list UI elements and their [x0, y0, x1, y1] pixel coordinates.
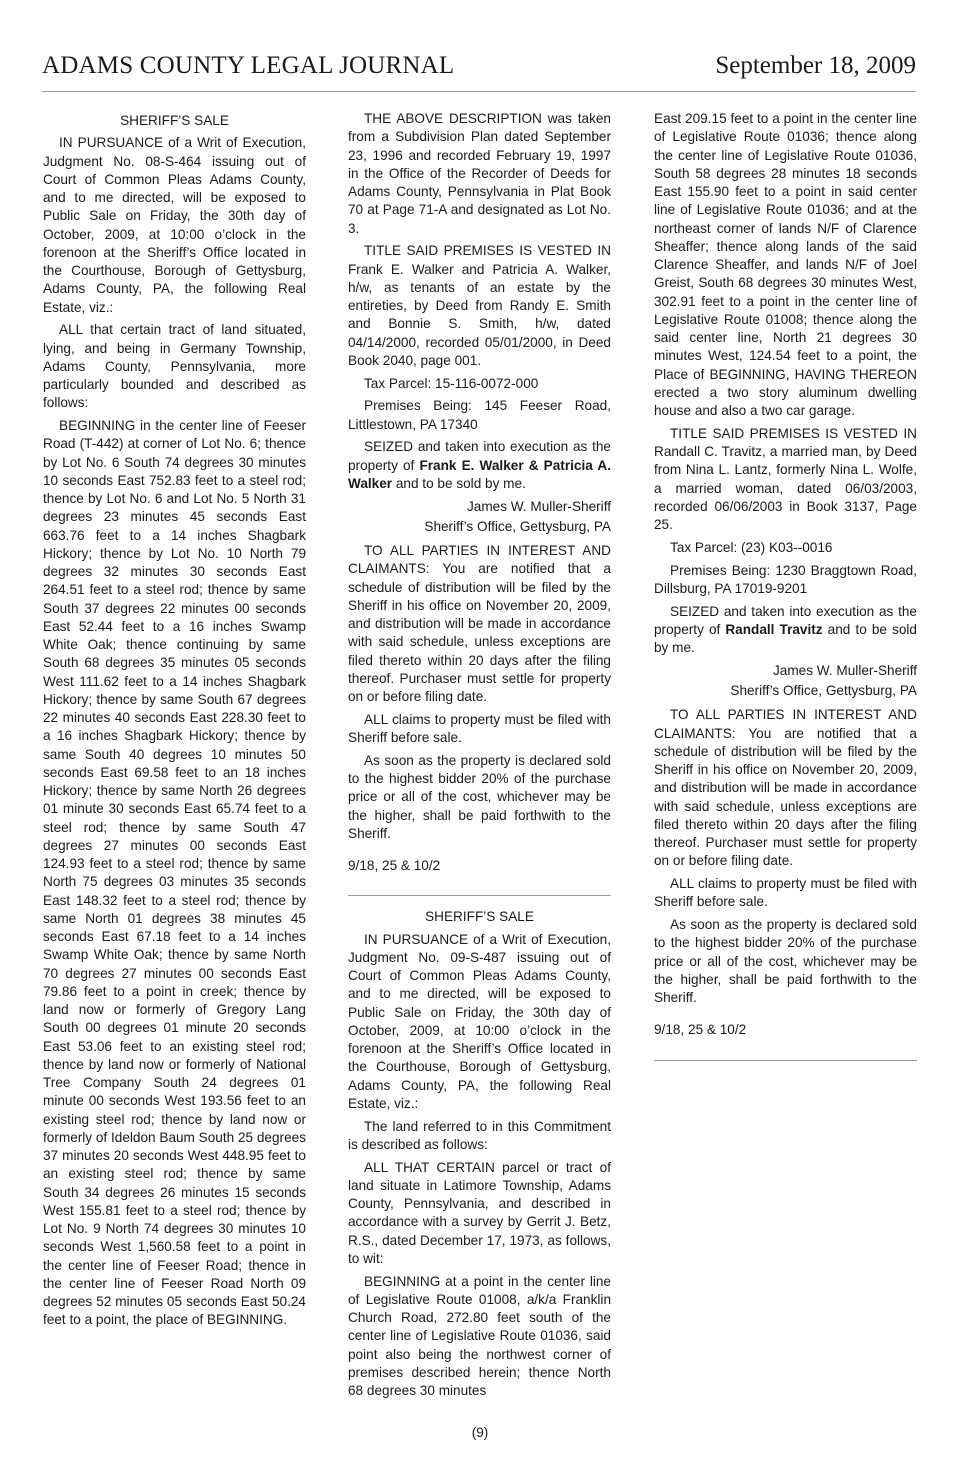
notice-paragraph: BEGINNING at a point in the center line of Legislative Route 01008, a/k/a Franklin Church Road, 272.80 feet south of the center line of Legislative Route 01036, said point also being the northwest corner of premises described herein; thence North 68 degrees 30 minutes [348, 1273, 611, 1398]
notice-paragraph: TITLE SAID PREMISES IS VESTED IN Randall C. Travitz, a married man, by Deed from Nina L. Lantz, formerly Nina L. Wolfe, a married woman, dated 06/03/2003, recorded 06/06/2003 in Book 3137, Page 25. [654, 425, 917, 532]
column-1 [43, 110, 306, 1334]
notice-heading: SHERIFF’S SALE [120, 113, 229, 128]
publication-dates: 9/18, 25 & 10/2 [348, 858, 441, 873]
tax-parcel: Tax Parcel: 15-116-0072-000 [364, 375, 539, 391]
defendant-name: Randall Travitz [725, 621, 823, 637]
sheriff-name: James W. Muller-Sheriff [466, 498, 611, 514]
notice-paragraph: TO ALL PARTIES IN INTEREST AND CLAIMANTS: You are notified that a schedule of distribution will be filed by the Sheriff in his office on November 20, 2009, and distribution will be made in accordance with said schedule, unless exceptions are filed thereto within 20 days after the filing thereof. Purchaser must settle for property on or before filing date. [348, 543, 611, 704]
notice-paragraph: ALL claims to property must be filed with Sheriff before sale. [654, 876, 917, 910]
column-2 [348, 110, 611, 1405]
seized-text: SEIZED and taken into execution as the property of [348, 439, 611, 473]
premises: Premises Being: 1230 Braggtown Road, Dillsburg, PA 17019-9201 [654, 562, 917, 596]
notice-paragraph: As soon as the property is declared sold to the highest bidder 20% of the purchase price or all of the cost, whichever may be the higher, shall be paid forthwith to the Sheriff. [654, 917, 917, 1005]
sheriff-office: Sheriff’s Office, Gettysburg, PA [424, 518, 611, 534]
publication-dates: 9/18, 25 & 10/2 [654, 1022, 747, 1038]
notice-heading: SHERIFF’S SALE [425, 909, 534, 925]
notice-paragraph: ALL that certain tract of land situated, lying, and being in Germany Township, Adams County, Pennsylvania, more particularly bounded and described as follows: [43, 322, 306, 411]
seized-paragraph [654, 603, 917, 658]
notice-divider [348, 895, 611, 896]
seized-text: SEIZED and taken into execution as the property of [654, 603, 917, 637]
notice-paragraph: ALL THAT CERTAIN parcel or tract of land situate in Latimore Township, Adams County, Pennsylvania, and described in accordance with a survey by Gerrit J. Betz, R.S., dated December 17, 1973, as follows, to wit: [348, 1159, 611, 1266]
notice-paragraph: The land referred to in this Commitment is described as follows: [348, 1118, 611, 1152]
notice-paragraph: IN PURSUANCE of a Writ of Execution, Judgment No. 09-S-487 issuing out of Court of Common Pleas Adams County, and to me directed, will be exposed to Public Sale on Friday, the 30th day of October, 2009, at 10:00 o’clock in the forenoon at the Sheriff’s Office located in the Courthouse, Borough of Gettysburg, Adams County, PA, the following Real Estate, viz.: [348, 931, 611, 1111]
seized-text: and to be sold by me. [654, 621, 917, 655]
tax-parcel: Tax Parcel: (23) K03--0016 [670, 539, 833, 555]
notice-paragraph: TITLE SAID PREMISES IS VESTED IN Frank E. Walker and Patricia A. Walker, h/w, as tenants of an estate by the entireties, by Deed from Randy E. Smith and Bonnie S. Smith, h/w, dated 04/14/2000, recorded 05/01/2000, in Deed Book 2040, page 001. [348, 243, 611, 368]
sheriff-name: James W. Muller-Sheriff [772, 662, 917, 678]
publication-title: ADAMS COUNTY LEGAL JOURNAL [42, 52, 455, 79]
notice-paragraph: TO ALL PARTIES IN INTEREST AND CLAIMANTS: You are notified that a schedule of distribution will be filed by the Sheriff in his office on November 20, 2009, and distribution will be made in accordance with said schedule, unless exceptions are filed thereto within 20 days after the filing thereof. Purchaser must settle for property on or before filing date. [654, 707, 917, 869]
sheriff-office: Sheriff’s Office, Gettysburg, PA [730, 683, 917, 698]
issue-date: September 18, 2009 [715, 52, 916, 79]
notice-paragraph: BEGINNING in the center line of Feeser Road (T-442) at corner of Lot No. 6; thence by Lot No. 6 South 74 degrees 30 minutes 10 seconds East 752.83 feet to a steel rod; thence by Lot No. 6 and Lot No. 5 North 31 degrees 23 minutes 45 seconds East 663.76 feet to a 14 inches Shagbark Hickory; thence by Lot No. 10 North 79 degrees 32 minutes 30 seconds East 264.51 feet to a steel rod; thence by same South 37 degrees 22 minutes 00 seconds East 52.44 feet to a 16 inches Swamp White Oak; thence continuing by same South 68 degrees 35 minutes 05 seconds West 111.62 feet to a 14 inches Shagbark Hickory; thence by same South 67 degrees 22 minutes 40 seconds East 228.30 feet to a 16 inches Shagbark Hickory; thence by same South 40 degrees 10 minutes 50 seconds East 69.58 feet to an 18 inches Hickory; thence by same North 26 degrees 01 minute 30 seconds East 65.74 feet to a steel rod; thence by same South 47 degrees 27 minutes 00 seconds East 124.93 feet to a steel rod; thence by same North 75 degrees 03 minutes 35 seconds East 148.32 feet to a steel rod; thence by same North 01 degrees 38 minutes 45 seconds East 67.18 feet to a 14 inches Swamp White Oak; thence by same North 70 degrees 27 minutes 00 seconds East 79.86 feet to a point in creek; thence by land now or formerly of Gregory Lang South 00 degrees 01 minute 20 seconds East 53.06 feet to an existing steel rod; thence by land now or formerly of National Tree Company South 24 degrees 01 minute 00 seconds West 193.56 feet to an existing steel rod; thence by land now or formerly of Ideldon Baum South 25 degrees 37 minutes 20 seconds West 448.95 feet to an existing steel rod; thence by same South 34 degrees 26 minutes 15 seconds West 155.81 feet to a steel rod; thence by Lot No. 9 North 74 degrees 30 minutes 10 seconds West 1,560.58 feet to a point in the center line of Feeser Road; thence in the center line of Feeser Road North 09 degrees 52 minutes 05 seconds East 50.24 feet to a point, the place of BEGINNING. [43, 418, 306, 1328]
notice-paragraph: THE ABOVE DESCRIPTION was taken from a Subdivision Plan dated September 23, 1996 and recorded February 19, 1997 in the Office of the Recorder of Deeds for Adams County, Pennsylvania in Plat Book 70 at Page 71-A and designated as Lot No. 3. [348, 111, 611, 236]
seized-text: and to be sold by me. [392, 475, 526, 491]
premises: Premises Being: 145 Feeser Road, Littlestown, PA 17340 [348, 398, 611, 432]
notice-paragraph: ALL claims to property must be filed with Sheriff before sale. [348, 711, 611, 745]
seized-paragraph [348, 438, 611, 493]
notice-paragraph: IN PURSUANCE of a Writ of Execution, Judgment No. 08-S-464 issuing out of Court of Common Pleas Adams County, and to me directed, will be exposed to Public Sale on Friday, the 30th day of October, 2009, at 10:00 o’clock in the forenoon at the Sheriff’s Office located in the Courthouse, Borough of Gettysburg, Adams County, PA, the following Real Estate, viz.: [43, 135, 306, 315]
notice-paragraph: East 209.15 feet to a point in the center line of Legislative Route 01036; thence along the center line of Legislative Route 01036, South 58 degrees 28 minutes 18 seconds East 155.90 feet to a point in said center line of Legislative Route 01036; and at the northeast corner of lands N/F of Clarence Sheaffer; thence along lands of the said Clarence Sheaffer, and lands N/F of Joel Greist, South 68 degrees 30 minutes West, 302.91 feet to a point in the center line of Legislative Route 01008; thence along the said center line, North 21 degrees 30 minutes West, 124.54 feet to a point, the Place of BEGINNING, HAVING THEREON erected a two story aluminum dwelling house and also a two car garage. [654, 111, 917, 418]
notice-divider [654, 1060, 917, 1061]
header-rule [42, 91, 916, 92]
column-3 [654, 110, 917, 1073]
defendant-name: Frank E. Walker & Patricia A. Walker [348, 457, 612, 491]
page-number: (9) [471, 1425, 489, 1440]
notice-paragraph: As soon as the property is declared sold to the highest bidder 20% of the purchase price or all of the cost, whichever may be the higher, shall be paid forthwith to the Sheriff. [348, 752, 611, 841]
masthead [42, 52, 916, 90]
